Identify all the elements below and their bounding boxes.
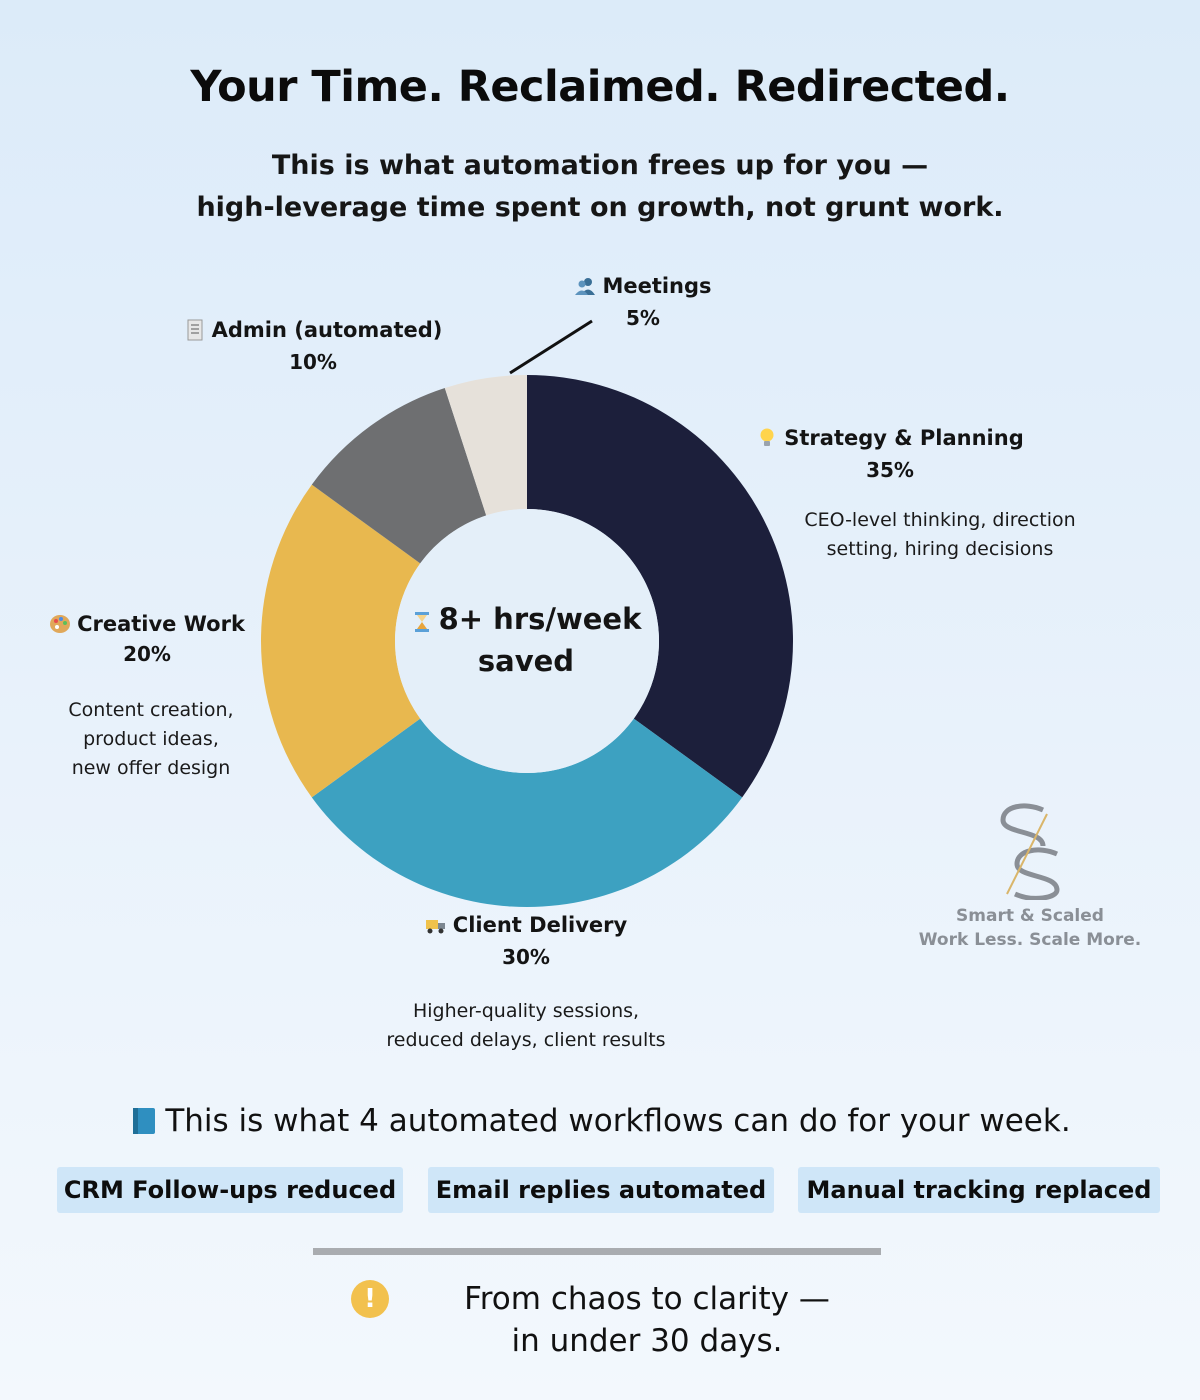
slice-label-admin bbox=[163, 318, 463, 374]
slice-desc-strategy-line-1: CEO-level thinking, direction bbox=[804, 509, 1076, 531]
lightbulb-icon bbox=[756, 427, 778, 449]
brand-name: Smart & Scaled bbox=[956, 906, 1104, 926]
slice-pct-strategy: 35% bbox=[866, 458, 914, 482]
slice-label-client-delivery bbox=[376, 913, 676, 969]
pill-crm-followups: CRM Follow-ups reduced bbox=[57, 1167, 403, 1213]
slice-desc-client-delivery-line-1: Higher-quality sessions, bbox=[412, 1000, 640, 1022]
slice-label-meetings bbox=[543, 274, 743, 330]
slice-name-strategy bbox=[740, 426, 1040, 450]
slice-label-creative bbox=[22, 612, 272, 666]
slice-desc-client-delivery-line-2: reduced delays, client results bbox=[386, 1029, 666, 1051]
workflow-statement-text: This is what 4 automated workflows can do for your week. bbox=[165, 1103, 1071, 1139]
slice-pct-meetings: 5% bbox=[626, 306, 660, 330]
center-label-line-1 bbox=[395, 598, 657, 640]
slice-pct-creative: 20% bbox=[123, 642, 171, 666]
closing-statement bbox=[300, 1278, 940, 1362]
brand-tagline: Work Less. Scale More. bbox=[918, 930, 1142, 950]
center-label-line-2: saved bbox=[477, 644, 575, 678]
palette-icon bbox=[49, 613, 71, 635]
pill-manual-tracking: Manual tracking replaced bbox=[798, 1167, 1160, 1213]
truck-icon bbox=[425, 914, 447, 936]
pill-email-replies: Email replies automated bbox=[428, 1167, 774, 1213]
center-text-value: 8+ hrs/week bbox=[438, 602, 642, 636]
slice-name-creative-text: Creative Work bbox=[77, 612, 245, 636]
hourglass-icon bbox=[411, 611, 433, 633]
divider bbox=[313, 1248, 881, 1255]
center-label bbox=[395, 598, 657, 682]
ss-monogram-icon bbox=[985, 800, 1075, 900]
slice-name-creative bbox=[22, 612, 272, 636]
document-icon bbox=[184, 319, 206, 341]
exclamation-icon: ! bbox=[351, 1280, 389, 1318]
slice-name-admin bbox=[163, 318, 463, 342]
people-icon bbox=[574, 275, 596, 297]
closing-line-1: From chaos to clarity — bbox=[464, 1281, 830, 1317]
closing-line-2: in under 30 days. bbox=[511, 1323, 783, 1359]
workflow-statement bbox=[0, 1103, 1200, 1139]
slice-label-strategy bbox=[740, 426, 1040, 482]
slice-desc-strategy bbox=[760, 494, 1120, 564]
slice-pct-client-delivery: 30% bbox=[502, 945, 550, 969]
subtitle-line-2: high-leverage time spent on growth, not grunt work. bbox=[196, 192, 1004, 223]
slice-desc-client-delivery bbox=[336, 985, 716, 1055]
brand-logo bbox=[905, 800, 1155, 950]
slice-pct-admin: 10% bbox=[289, 350, 337, 374]
subtitle-line-1: This is what automation frees up for you — bbox=[271, 150, 929, 181]
slice-name-admin-text: Admin (automated) bbox=[211, 318, 443, 342]
slice-desc-strategy-line-2: setting, hiring decisions bbox=[826, 538, 1054, 560]
slice-desc-creative-line-1: Content creation, bbox=[68, 699, 234, 721]
slice-name-strategy-text: Strategy & Planning bbox=[784, 426, 1024, 450]
slice-name-meetings-text: Meetings bbox=[602, 274, 712, 298]
slice-desc-creative-line-3: new offer design bbox=[71, 757, 231, 779]
slice-name-client-delivery-text: Client Delivery bbox=[452, 913, 628, 937]
slice-name-client-delivery bbox=[376, 913, 676, 937]
book-icon bbox=[129, 1106, 159, 1136]
page-title: Your Time. Reclaimed. Redirected. bbox=[190, 62, 1010, 112]
slice-name-meetings bbox=[543, 274, 743, 298]
slice-desc-creative-line-2: product ideas, bbox=[83, 728, 219, 750]
slice-desc-creative bbox=[22, 684, 280, 783]
